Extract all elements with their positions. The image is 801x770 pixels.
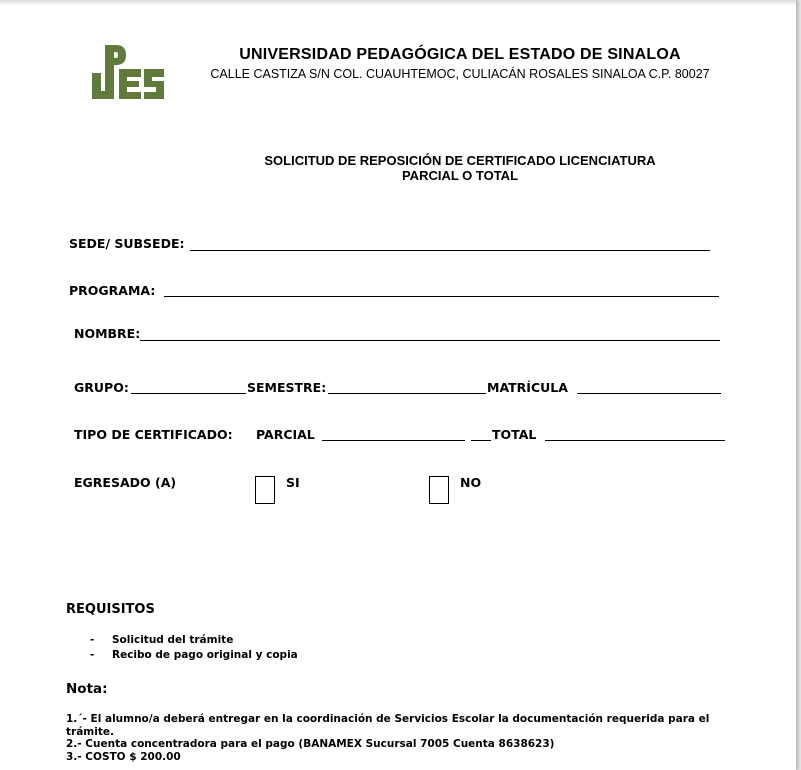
list-dash: - — [90, 634, 95, 646]
total-label: TOTAL — [492, 427, 537, 442]
nota-item: 2.- Cuenta concentradora para el pago (BANAMEX Sucursal 7005 Cuenta 8638623) — [66, 738, 555, 750]
nombre-label: NOMBRE: — [74, 326, 141, 341]
grupo-label: GRUPO: — [74, 380, 129, 395]
requisito-text: Solicitud del trámite — [112, 634, 234, 646]
requisitos-title: REQUISITOS — [66, 602, 155, 617]
upes-logo — [86, 45, 166, 101]
egresado-si-checkbox[interactable] — [255, 476, 275, 504]
egresado-no-checkbox[interactable] — [429, 476, 449, 504]
parcial-field[interactable] — [322, 440, 465, 441]
programa-label: PROGRAMA: — [69, 283, 156, 298]
semestre-field[interactable] — [328, 393, 486, 394]
list-item — [90, 648, 298, 663]
egresado-label: EGRESADO (A) — [74, 475, 177, 490]
sede-label: SEDE/ SUBSEDE: — [69, 236, 185, 251]
document-title-line1: SOLICITUD DE REPOSICIÓN DE CERTIFICADO LICENCIATURA — [264, 153, 656, 168]
grupo-field[interactable] — [131, 393, 246, 394]
programa-field[interactable] — [164, 296, 719, 297]
matricula-field[interactable] — [577, 393, 721, 394]
document-title-line2: PARCIAL O TOTAL — [401, 168, 519, 183]
sede-field[interactable] — [190, 250, 710, 251]
page-top-edge — [0, 0, 796, 6]
egresado-si-label: SI — [286, 475, 300, 490]
nota-title: Nota: — [66, 681, 108, 697]
university-name: UNIVERSIDAD PEDAGÓGICA DEL ESTADO DE SINALOA — [239, 46, 681, 63]
semestre-label: SEMESTRE: — [247, 380, 327, 395]
document-title — [190, 153, 730, 183]
total-field[interactable] — [545, 440, 725, 441]
total-mark-field[interactable] — [471, 440, 491, 441]
requisitos-list — [90, 633, 298, 663]
egresado-no-label: NO — [460, 475, 482, 490]
list-item — [90, 633, 298, 648]
nota-item: 3.- COSTO $ 200.00 — [66, 750, 181, 763]
university-address: CALLE CASTIZA S/N COL. CUAUHTEMOC, CULIACÁN ROSALES SINALOA C.P. 80027 — [210, 67, 710, 81]
nota-item: 1.´- El alumno/a deberá entregar en la coordinación de Servicios Escolar la documentación requerida para el trámite. — [66, 713, 710, 738]
list-dash: - — [90, 649, 95, 661]
parcial-label: PARCIAL — [256, 427, 315, 442]
tipo-certificado-label: TIPO DE CERTIFICADO: — [74, 427, 233, 442]
requisito-text: Recibo de pago original y copia — [112, 649, 298, 661]
nota-list — [66, 713, 736, 763]
nombre-field[interactable] — [140, 340, 720, 341]
matricula-label: MATRÍCULA — [487, 380, 568, 395]
